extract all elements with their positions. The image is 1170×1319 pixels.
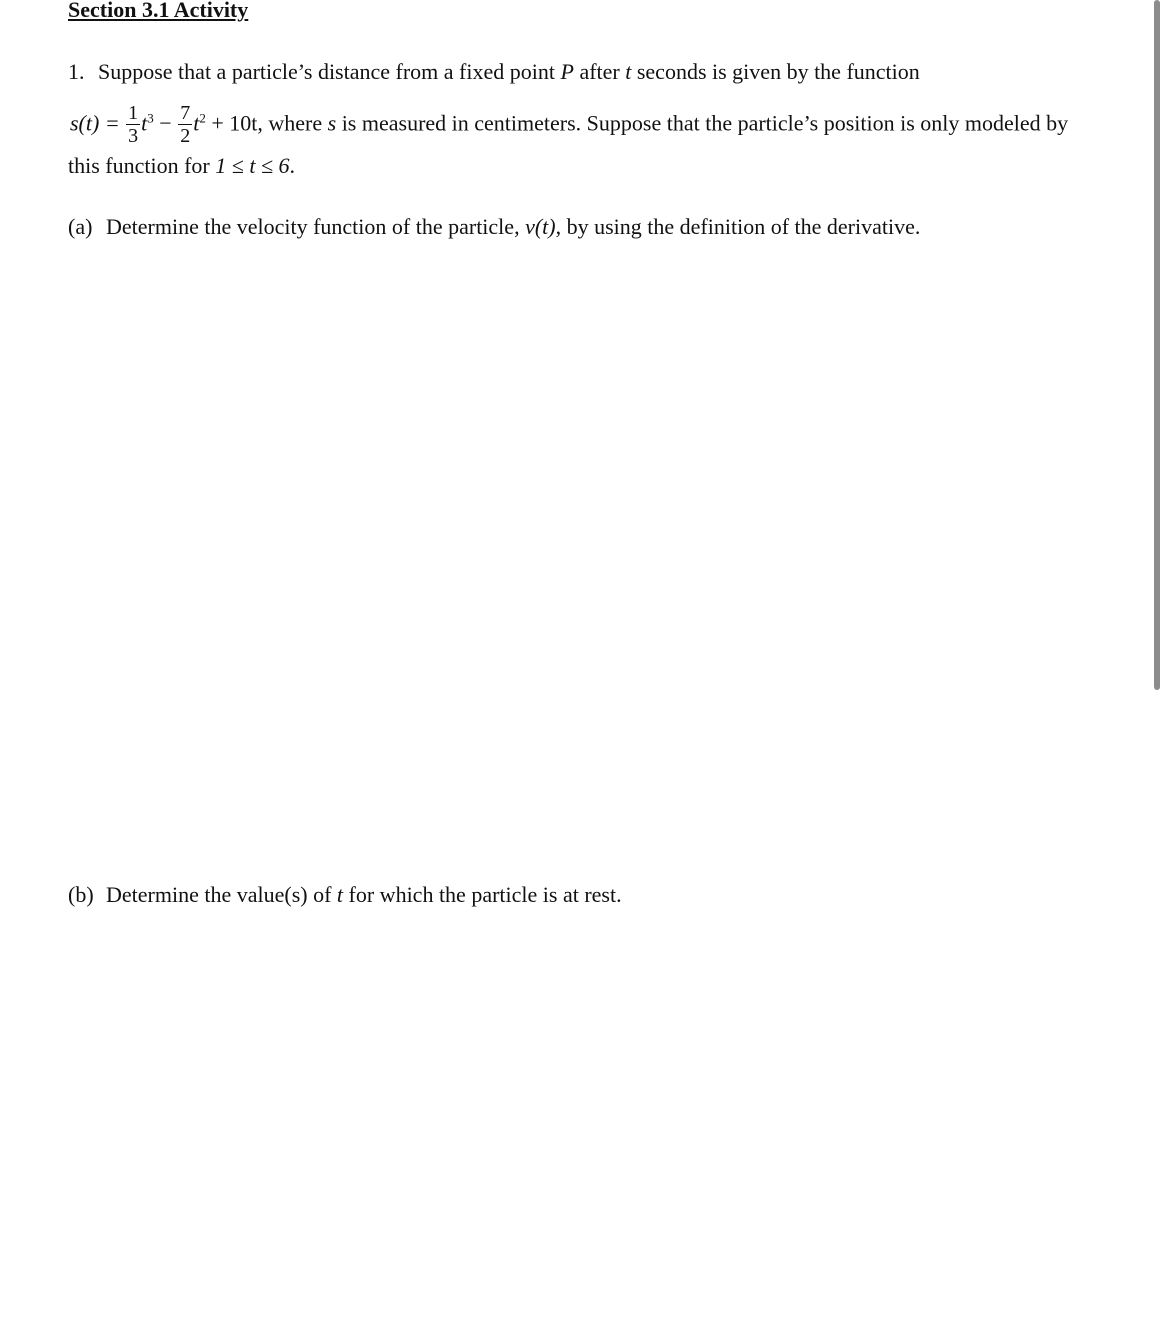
part-a-question: (a) Determine the velocity function of the particle, v(t), by using the definition of the derivative. <box>68 214 921 239</box>
problem-line-1 <box>68 58 920 86</box>
problem-text-1c: seconds is given by the function <box>631 59 920 84</box>
domain-range: 1 ≤ t ≤ 6 <box>215 153 290 178</box>
problem-text-1a: Suppose that a particle’s distance from a fixed point <box>98 59 561 84</box>
problem-text-1b: after <box>573 59 626 84</box>
velocity-function: v(t) <box>525 214 556 239</box>
position-equation: s(t) = $\frac{1}{3}$ $t^3$ − $\frac{7}{2}$ $t^2 + 10t$, where s is measured in centimeters. Suppose that the particle’s position is only modeled by <box>70 102 1069 147</box>
part-a-label: (a) <box>68 214 93 239</box>
fraction-one-third: $\frac{1}{3}$ <box>128 102 139 147</box>
problem-line-3: this function for 1 ≤ t ≤ 6. <box>68 153 296 178</box>
problem-number: 1. <box>68 59 85 84</box>
scrollbar[interactable] <box>1154 0 1160 690</box>
var-t: t <box>625 59 632 84</box>
part-b-question: (b) Determine the value(s) of t for which the particle is at rest. <box>68 882 622 907</box>
part-b-label: (b) <box>68 882 94 907</box>
fraction-seven-halves: $\frac{7}{2}$ <box>180 102 191 147</box>
section-title: Section 3.1 Activity <box>68 0 249 22</box>
equation-tail: + 10t <box>205 110 258 136</box>
equation-lhs: s(t) = <box>70 110 120 136</box>
var-p: P <box>560 59 574 84</box>
